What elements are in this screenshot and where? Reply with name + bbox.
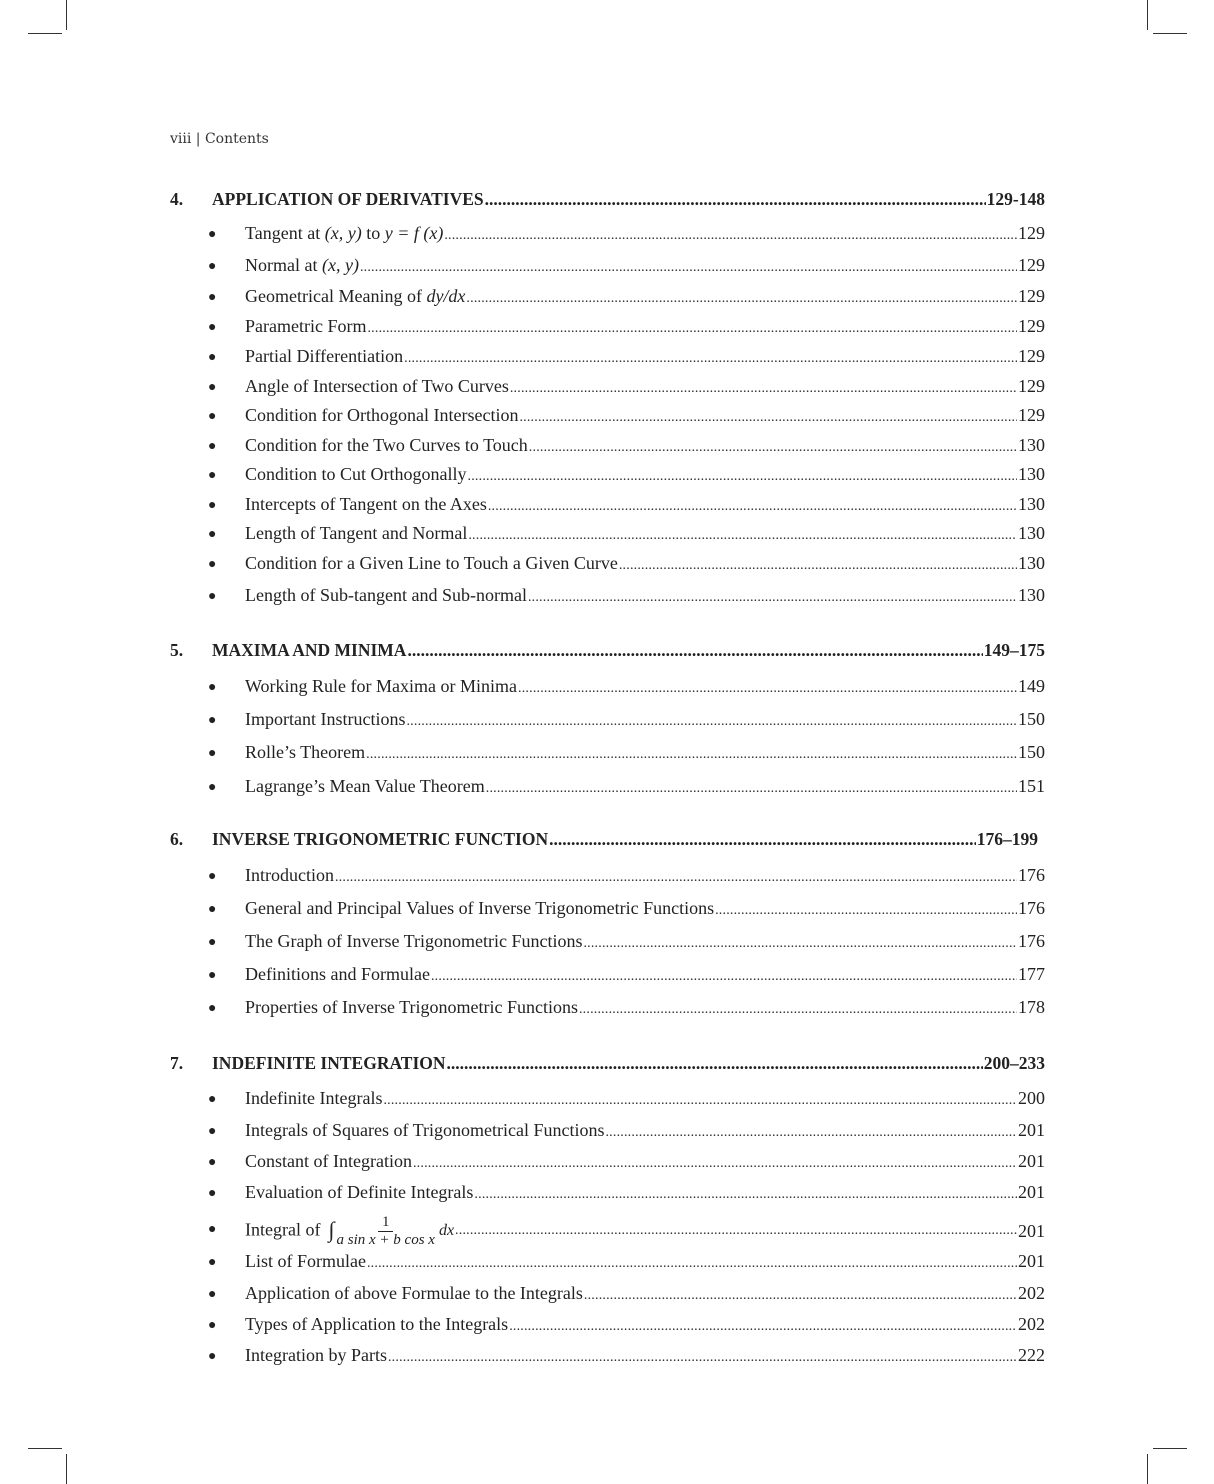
dot-leader (579, 1002, 1017, 1018)
entry-text: Introduction (245, 865, 334, 885)
dot-leader (431, 969, 1017, 985)
entry-title (245, 1345, 387, 1366)
entry-title (245, 585, 527, 606)
bullet-icon: ● (208, 1001, 217, 1016)
dot-leader (404, 351, 1017, 367)
entry-text: The Graph of Inverse Trigonometric Functions (245, 931, 583, 951)
fraction-numerator: 1 (378, 1214, 394, 1232)
chapter-number: 5. (170, 640, 184, 660)
bullet-icon: ● (208, 968, 217, 983)
dot-leader (335, 870, 1017, 886)
chapter-heading[interactable] (170, 1053, 1045, 1075)
entry-text: Parametric Form (245, 316, 367, 336)
entry-title (245, 255, 359, 276)
page-number: 129 (1018, 223, 1045, 243)
bullet-icon: ● (208, 1186, 217, 1201)
entry-title (245, 1120, 604, 1141)
chapter-heading[interactable] (170, 640, 1045, 662)
crop-mark (1153, 33, 1187, 34)
entry-title (245, 676, 517, 697)
entry-text: Tangent at (245, 223, 325, 243)
bullet-icon: ● (208, 746, 217, 761)
page-number: 151 (1018, 776, 1045, 796)
entry-text: Length of Sub-tangent and Sub-normal (245, 585, 527, 605)
entry-title (245, 523, 467, 544)
page-number: 178 (1018, 997, 1045, 1017)
entry-title (245, 286, 465, 307)
dot-leader (366, 747, 1017, 763)
dot-leader (413, 1156, 1017, 1172)
entry-title (245, 898, 714, 919)
toc-entry[interactable] (208, 1251, 1045, 1273)
toc-entry[interactable] (208, 1088, 1045, 1110)
entry-title (245, 1251, 366, 1272)
toc-entry[interactable] (208, 898, 1045, 920)
page-number: 130 (1018, 553, 1045, 573)
page-number: 130 (1018, 435, 1045, 455)
chapter-page-range: 129-148 (986, 189, 1045, 209)
bullet-icon: ● (208, 902, 217, 917)
running-head: viii | Contents (170, 131, 269, 147)
entry-title (245, 931, 582, 952)
bullet-icon: ● (208, 409, 217, 424)
dot-leader (518, 681, 1017, 697)
page-number: 202 (1018, 1283, 1045, 1303)
bullet-icon: ● (208, 468, 217, 483)
page-number: 129 (1018, 255, 1045, 275)
dot-leader (549, 829, 976, 850)
chapter-title: INDEFINITE INTEGRATION (212, 1053, 446, 1073)
dot-leader (455, 1223, 1017, 1239)
entry-title (245, 1088, 382, 1109)
toc-entry[interactable] (208, 435, 1045, 457)
dot-leader (583, 936, 1017, 952)
entry-text: to (361, 223, 385, 243)
toc-entry[interactable] (208, 1182, 1045, 1204)
page-number: 200 (1018, 1088, 1045, 1108)
dot-leader (468, 469, 1017, 485)
entry-text: Integrals of Squares of Trigonometrical Functions (245, 1120, 605, 1140)
math-expression: y = f (x) (384, 223, 444, 243)
chapter-title: APPLICATION OF DERIVATIVES (212, 189, 484, 209)
differential: dx (438, 1222, 455, 1240)
crop-mark (28, 1448, 62, 1449)
entry-title (245, 1283, 583, 1304)
fraction (337, 1214, 435, 1249)
toc-entry[interactable] (208, 255, 1045, 277)
bullet-icon: ● (208, 1155, 217, 1170)
page-number: 130 (1018, 494, 1045, 514)
page-number: 201 (1018, 1120, 1045, 1140)
entry-text: Important Instructions (245, 709, 406, 729)
page-number: 150 (1018, 709, 1045, 729)
toc-entry[interactable] (208, 223, 1045, 245)
page-number: 130 (1018, 523, 1045, 543)
entry-text: Condition for the Two Curves to Touch (245, 435, 528, 455)
dot-leader (447, 1053, 983, 1074)
page-number: 201 (1018, 1182, 1045, 1202)
page-number: 130 (1018, 464, 1045, 484)
entry-text: Lagrange’s Mean Value Theorem (245, 776, 485, 796)
toc-entry[interactable] (208, 316, 1045, 338)
crop-mark (1147, 1454, 1148, 1484)
dot-leader (510, 381, 1017, 397)
crop-mark (66, 0, 67, 30)
dot-leader (388, 1350, 1017, 1366)
toc-entry[interactable] (208, 964, 1045, 986)
entry-text: Geometrical Meaning of (245, 286, 427, 306)
bullet-icon: ● (208, 290, 217, 305)
toc-entry[interactable] (208, 1345, 1045, 1367)
bullet-icon: ● (208, 1124, 217, 1139)
entry-text: General and Principal Values of Inverse Trigonometric Functions (245, 898, 715, 918)
dot-leader (619, 558, 1017, 574)
toc-entry[interactable] (208, 776, 1045, 798)
entry-title (245, 346, 403, 367)
crop-mark (28, 33, 62, 34)
entry-text: Condition to Cut Orthogonally (245, 464, 467, 484)
page-number: 129 (1018, 316, 1045, 336)
chapter-title: INVERSE TRIGONOMETRIC FUNCTION (212, 829, 549, 849)
bullet-icon: ● (208, 713, 217, 728)
page-number: 201 (1018, 1251, 1045, 1271)
chapter-heading[interactable] (170, 829, 1038, 851)
entry-text: Condition for a Given Line to Touch a Given Curve (245, 553, 618, 573)
entry-title (245, 464, 467, 485)
dot-leader (383, 1093, 1017, 1109)
toc-entry[interactable] (208, 553, 1045, 575)
toc-entry[interactable] (208, 676, 1045, 698)
page-number: 222 (1018, 1345, 1045, 1365)
bullet-icon: ● (208, 1349, 217, 1364)
bullet-icon: ● (208, 350, 217, 365)
entry-text: Length of Tangent and Normal (245, 523, 468, 543)
toc-entry[interactable] (208, 494, 1045, 516)
toc-entry[interactable] (208, 865, 1045, 887)
page-number: 176 (1018, 898, 1045, 918)
bullet-icon: ● (208, 1222, 217, 1237)
bullet-icon: ● (208, 1092, 217, 1107)
page-number: 129 (1018, 405, 1045, 425)
bullet-icon: ● (208, 498, 217, 513)
bullet-icon: ● (208, 780, 217, 795)
dot-leader (466, 291, 1017, 307)
entry-title (245, 1151, 412, 1172)
entry-title (245, 1214, 454, 1249)
page-number: 201 (1018, 1220, 1045, 1241)
dot-leader (444, 228, 1017, 244)
toc-entry[interactable] (208, 1151, 1045, 1173)
page-number: 202 (1018, 1314, 1045, 1334)
entry-text: Intercepts of Tangent on the Axes (245, 494, 487, 514)
toc-entry[interactable] (208, 1213, 1045, 1249)
entry-title (245, 709, 405, 730)
entry-text: Partial Differentiation (245, 346, 404, 366)
entry-text: Integration by Parts (245, 1345, 387, 1365)
page-number: 201 (1018, 1151, 1045, 1171)
entry-title (245, 553, 618, 574)
dot-leader (485, 189, 986, 210)
toc-entry[interactable] (208, 585, 1045, 607)
toc-entry[interactable] (208, 405, 1045, 427)
bullet-icon: ● (208, 320, 217, 335)
entry-text: Definitions and Formulae (245, 964, 430, 984)
dot-leader (407, 640, 982, 661)
chapter-page-range: 176–199 (976, 829, 1038, 849)
chapter-number: 4. (170, 189, 184, 209)
page-number: 129 (1018, 376, 1045, 396)
chapter-title: MAXIMA AND MINIMA (212, 640, 407, 660)
bullet-icon: ● (208, 1255, 217, 1270)
page-number: 177 (1018, 964, 1045, 984)
entry-text: Rolle’s Theorem (245, 742, 366, 762)
math-expression: (x, y) (321, 255, 359, 275)
entry-text: Working Rule for Maxima or Minima (245, 676, 518, 696)
entry-title (245, 776, 485, 797)
page-number: 129 (1018, 286, 1045, 306)
bullet-icon: ● (208, 439, 217, 454)
toc-entry[interactable] (208, 709, 1045, 731)
bullet-icon: ● (208, 935, 217, 950)
crop-mark (66, 1454, 67, 1484)
entry-text: Indefinite Integrals (245, 1088, 383, 1108)
page-number: 176 (1018, 865, 1045, 885)
entry-text: Constant of Integration (245, 1151, 412, 1171)
dot-leader (406, 714, 1017, 730)
entry-text: Types of Application to the Integrals (245, 1314, 509, 1334)
page-number: 150 (1018, 742, 1045, 762)
page-number: 149 (1018, 676, 1045, 696)
page-number: 130 (1018, 585, 1045, 605)
chapter-number: 6. (170, 829, 184, 849)
bullet-icon: ● (208, 589, 217, 604)
dot-leader (468, 528, 1017, 544)
entry-text: Application of above Formulae to the Integrals (245, 1283, 583, 1303)
toc-entry[interactable] (208, 1283, 1045, 1305)
crop-mark (1153, 1448, 1187, 1449)
toc-entry[interactable] (208, 931, 1045, 953)
entry-title (245, 223, 443, 244)
dot-leader (488, 499, 1017, 515)
dot-leader (519, 410, 1017, 426)
entry-title (245, 1314, 508, 1335)
dot-leader (529, 440, 1017, 456)
entry-title (245, 316, 366, 337)
dot-leader (486, 781, 1017, 797)
chapter-number: 7. (170, 1053, 184, 1073)
bullet-icon: ● (208, 557, 217, 572)
entry-title (245, 1182, 473, 1203)
dot-leader (360, 260, 1017, 276)
entry-text: Condition for Orthogonal Intersection (245, 405, 519, 425)
integral-sign-icon: ∫ (328, 1217, 335, 1243)
toc-entry[interactable] (208, 523, 1045, 545)
entry-text: Properties of Inverse Trigonometric Functions (245, 997, 578, 1017)
entry-text: Normal at (245, 255, 322, 275)
dot-leader (584, 1288, 1017, 1304)
entry-text: Angle of Intersection of Two Curves (245, 376, 509, 396)
fraction-denominator: a sin x + b cos x (336, 1231, 435, 1248)
page-number: 176 (1018, 931, 1045, 951)
chapter-page-range: 149–175 (983, 640, 1045, 660)
toc-entry[interactable] (208, 286, 1045, 308)
math-expression: dy/dx (426, 286, 466, 306)
entry-title (245, 405, 518, 426)
crop-mark (1147, 0, 1148, 30)
bullet-icon: ● (208, 380, 217, 395)
entry-title (245, 742, 365, 763)
entry-title (245, 435, 528, 456)
dot-leader (367, 321, 1017, 337)
dot-leader (367, 1256, 1017, 1272)
bullet-icon: ● (208, 527, 217, 542)
chapter-heading[interactable] (170, 189, 1045, 211)
toc-entry[interactable] (208, 346, 1045, 368)
chapter-page-range: 200–233 (983, 1053, 1045, 1073)
dot-leader (509, 1319, 1017, 1335)
entry-text: Integral of (245, 1219, 321, 1240)
bullet-icon: ● (208, 869, 217, 884)
toc-entry[interactable] (208, 376, 1045, 398)
toc-entry[interactable] (208, 464, 1045, 486)
dot-leader (528, 590, 1017, 606)
dot-leader (605, 1125, 1017, 1141)
bullet-icon: ● (208, 1318, 217, 1333)
toc-entry[interactable] (208, 742, 1045, 764)
bullet-icon: ● (208, 680, 217, 695)
toc-entry[interactable] (208, 1120, 1045, 1142)
toc-entry[interactable] (208, 1314, 1045, 1336)
dot-leader (715, 903, 1017, 919)
math-expression: (x, y) (324, 223, 362, 243)
entry-title (245, 997, 578, 1018)
entry-title (245, 964, 430, 985)
entry-title (245, 376, 509, 397)
entry-title (245, 865, 334, 886)
toc-entry[interactable] (208, 997, 1045, 1019)
entry-text: Evaluation of Definite Integrals (245, 1182, 474, 1202)
page-number: 129 (1018, 346, 1045, 366)
entry-text: List of Formulae (245, 1251, 366, 1271)
bullet-icon: ● (208, 1287, 217, 1302)
dot-leader (474, 1187, 1017, 1203)
bullet-icon: ● (208, 227, 217, 242)
bullet-icon: ● (208, 259, 217, 274)
entry-title (245, 494, 487, 515)
